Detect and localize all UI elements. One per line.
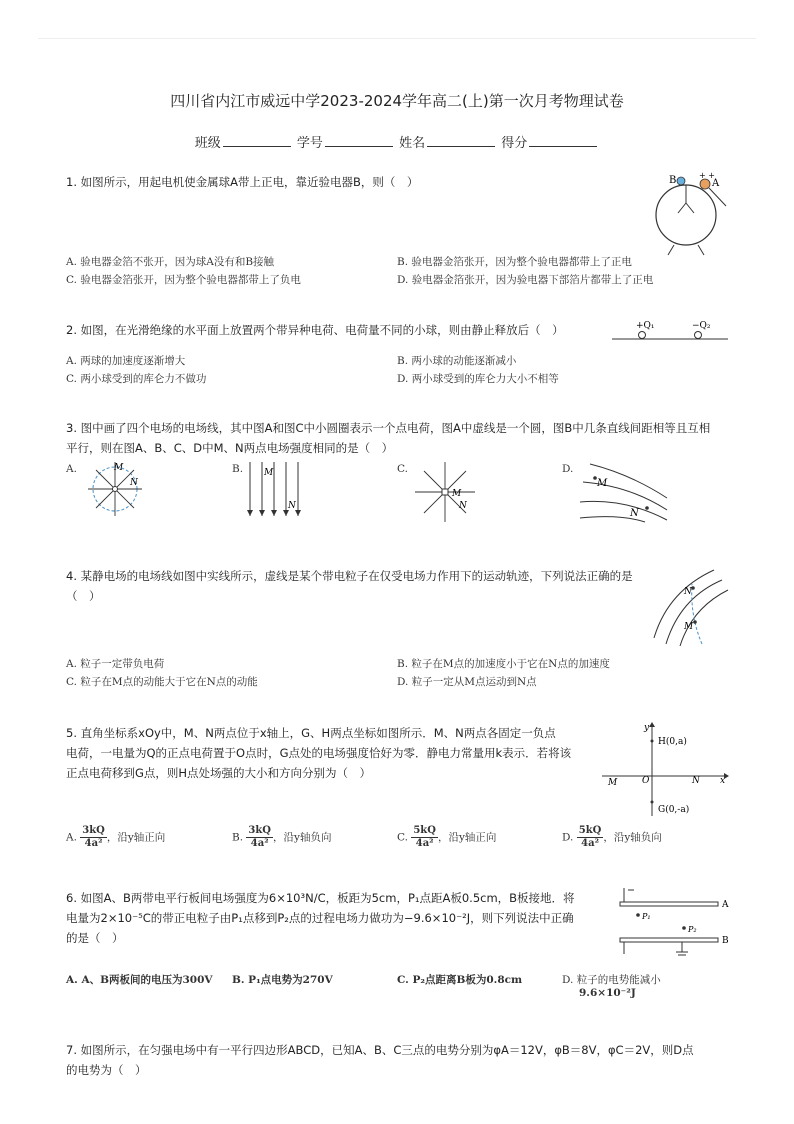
q4-option-a[interactable]: A. 粒子一定带负电荷 xyxy=(66,658,165,670)
svg-text:G(0,-a): G(0,-a) xyxy=(658,805,690,815)
q5-option-a[interactable]: A. $\frac{3kQ}{\text{4a²}}$ ，沿y轴正向 xyxy=(66,825,166,849)
q3-panel-a-label[interactable]: A. xyxy=(66,463,77,475)
q4-option-c[interactable]: C. 粒子在M点的动能大于它在N点的动能 xyxy=(66,676,258,688)
svg-text:N: N xyxy=(130,478,138,488)
question-4-stem: 4. 某静电场的电场线如图中实线所示，虚线是某个带电粒子在仅受电场力作用下的运动轨迹，下列说法正确的是 （ ） xyxy=(66,569,633,603)
svg-text:M: M xyxy=(597,478,608,489)
q6-option-d[interactable]: D. 粒子的电势能减小 9.6×10⁻²J xyxy=(562,974,661,999)
question-3-stem: 3. 图中画了四个电场的电场线，其中图A和图C中小圆圈表示一个点电荷，图A中虚线是一个圆，图B中几条直线间距相等且互相 平行，则在图A、B、C、D中M、N两点电场强度相同的是（ ） xyxy=(66,421,711,455)
svg-text:M: M xyxy=(452,489,462,499)
q2-option-c[interactable]: C. 两小球受到的库仑力不做功 xyxy=(66,373,207,385)
svg-text:P₁: P₁ xyxy=(642,912,651,921)
student-id-label: 学号 xyxy=(296,136,323,151)
q1-option-a[interactable]: A. 验电器金箔不张开，因为球A没有和B接触 xyxy=(66,256,275,268)
svg-text:M: M xyxy=(684,622,694,632)
score-label: 得分 xyxy=(501,136,528,151)
name-label: 姓名 xyxy=(399,136,426,151)
svg-text:M: M xyxy=(608,778,618,788)
q4-field-lines-figure xyxy=(650,566,730,646)
question-1-stem: 1. 如图所示，用起电机使金属球A带上正电，靠近验电器B，则（ ） xyxy=(66,175,419,189)
q5-option-b[interactable]: B. $\frac{3kQ}{\text{4a²}}$ ，沿y轴负向 xyxy=(232,825,332,849)
page-title: 四川省内江市威远中学2023-2024学年高二(上)第一次月考物理试卷 xyxy=(170,92,624,110)
electroscope-figure xyxy=(650,168,735,258)
q3-panel-b-label[interactable]: B. xyxy=(232,463,244,475)
q1-option-d[interactable]: D. 验电器金箔张开，因为验电器下部箔片都带上了正电 xyxy=(397,274,654,286)
student-info-fields xyxy=(0,132,794,151)
svg-text:y: y xyxy=(644,723,650,733)
svg-text:N: N xyxy=(692,776,700,786)
question-5-stem: 5. 直角坐标系xOy中，M、N两点位于x轴上，G、H两点坐标如图所示．M、N两点各固定一负点 电荷，一电量为Q的正点电荷置于O点时，G点处的电场强度恰好为零．静电力常量用k表示．若将该 正点电荷移到G点，则H点处场强的大小和方向分别为（ ） xyxy=(66,726,572,780)
svg-text:A: A xyxy=(722,900,729,910)
q3-panel-d-figure xyxy=(575,458,675,524)
q6-option-b[interactable]: B. P₁点电势为270V xyxy=(232,974,333,986)
q1-option-b[interactable]: B. 验电器金箔张开，因为整个验电器都带上了正电 xyxy=(397,256,632,268)
svg-text:M: M xyxy=(264,468,274,478)
q3-panel-c-label[interactable]: C. xyxy=(397,463,408,475)
q3-panel-d-label[interactable]: D. xyxy=(562,463,574,475)
label-plus-q1: +Q₁ xyxy=(636,321,655,331)
label-A: A xyxy=(712,178,720,189)
svg-text:P₂: P₂ xyxy=(688,925,697,934)
svg-text:N: N xyxy=(684,587,692,597)
q5-coordinate-figure xyxy=(598,720,730,820)
score-blank[interactable] xyxy=(529,134,597,147)
q6-parallel-plates-figure xyxy=(612,884,734,964)
svg-text:x: x xyxy=(720,776,726,786)
class-blank[interactable] xyxy=(223,134,291,147)
q4-option-d[interactable]: D. 粒子一定从M点运动到N点 xyxy=(397,676,537,688)
q5-option-c[interactable]: C. $\frac{5kQ}{\text{4a²}}$ ，沿y轴正向 xyxy=(397,825,497,849)
name-blank[interactable] xyxy=(427,134,495,147)
svg-text:M: M xyxy=(114,463,124,473)
svg-text:+ +: + + xyxy=(699,171,715,180)
q3-panel-c-figure xyxy=(410,458,480,526)
svg-text:N: N xyxy=(459,501,467,511)
q6-option-c[interactable]: C. P₂点距离B板为0.8cm xyxy=(397,974,523,986)
top-rule xyxy=(38,38,756,39)
q2-option-d[interactable]: D. 两小球受到的库仑力大小不相等 xyxy=(397,373,559,385)
question-2-stem: 2. 如图，在光滑绝缘的水平面上放置两个带异种电荷、电荷量不同的小球，则由静止释放后（ ） xyxy=(66,323,564,337)
student-id-blank[interactable] xyxy=(325,134,393,147)
q4-option-b[interactable]: B. 粒子在M点的加速度小于它在N点的加速度 xyxy=(397,658,610,670)
q3-panel-b-figure xyxy=(240,458,310,522)
svg-text:H(0,a): H(0,a) xyxy=(658,737,687,747)
svg-text:B: B xyxy=(722,936,729,946)
q6-option-a[interactable]: A. A、B两板间的电压为300V xyxy=(66,974,213,986)
question-6-stem: 6. 如图A、B两带电平行板间电场强度为6×10³N/C，板距为5cm，P₁点距A板0.5cm，B板接地．将 电量为2×10⁻⁵C的带正电粒子由P₁点移到P₂点的过程电场力做功为−9.6×10⁻²J，则下列说法中正确 的是（ ） xyxy=(66,891,575,945)
q3-panel-a-figure xyxy=(80,458,150,520)
class-label: 班级 xyxy=(194,136,221,151)
label-B: B xyxy=(669,175,677,186)
svg-text:N: N xyxy=(630,508,639,519)
q1-option-c[interactable]: C. 验电器金箔张开，因为整个验电器都带上了负电 xyxy=(66,274,301,286)
question-7-stem: 7. 如图所示，在匀强电场中有一平行四边形ABCD，已知A、B、C三点的电势分别为φA＝12V，φB＝8V，φC＝2V，则D点 的电势为（ ） xyxy=(66,1043,694,1077)
q5-option-d[interactable]: D. $\frac{5kQ}{\text{4a²}}$ ，沿y轴负向 xyxy=(562,825,662,849)
q2-option-b[interactable]: B. 两小球的动能逐渐减小 xyxy=(397,355,517,367)
svg-text:N: N xyxy=(288,501,296,511)
label-minus-q2: −Q₂ xyxy=(692,321,711,331)
two-charges-figure xyxy=(610,318,730,344)
q2-option-a[interactable]: A. 两球的加速度逐渐增大 xyxy=(66,355,186,367)
svg-text:O: O xyxy=(642,776,650,786)
